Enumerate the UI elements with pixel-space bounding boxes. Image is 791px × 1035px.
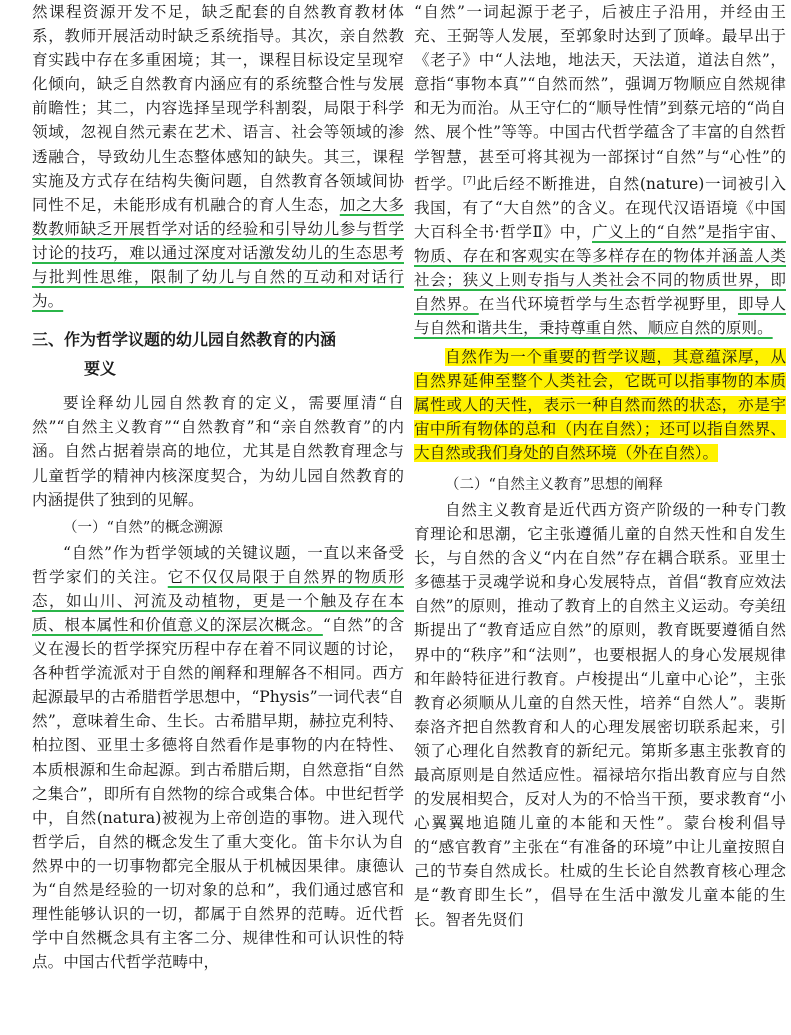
subsection-heading-2: （二）“自然主义教育”思想的阐释 [445, 476, 663, 493]
paragraph-text: 然课程资源开发不足，缺乏配套的自然教育教材体系，教师开展活动时缺乏系统指导。其次，亲自然教育实践中存在多重困境；其一，课程目标设定呈现窄化倾向，缺乏自然教育内涵应有的系统整合性与发展前瞻性；其二，内容选择呈现学科割裂，局限于科学领域，忽视自然元素在艺术、语言、社会等领域的渗透融合，导致幼儿生态整体感知的缺失。其三，课程实施及方式存在结构失衡问题，自然教育各领域间协同性不足，未能形成有机融合的育人生态， [32, 3, 404, 214]
section-heading-line2: 要义 [84, 359, 117, 379]
footnote-mark: [7] [463, 175, 476, 186]
paragraph-text: 在当代环境哲学与生态哲学视野里， [478, 295, 738, 314]
paragraph-text: “自然”作为哲学领域的关键议题，一直以来备受哲学家们的关注。 [32, 543, 404, 586]
left-column [32, 0, 404, 974]
underlined-text: 加之大多数教师缺乏开展哲学对话的经验和引导幼儿参与哲学讨论的技巧，难以通过深度对话激发幼儿的生态思考与批判性思维，限制了幼儿与自然的互动和对话行为。 [32, 195, 404, 311]
right-column [414, 0, 786, 932]
paragraph-text: “自然”的含义在漫长的哲学探究历程中存在着不同议题的讨论，各种哲学流派对于自然的阐释和理解各不相同。西方起源最早的古希腊哲学思想中，“Physis”一词代表“自然”，意味着生命、生长。古希腊早期，赫拉克利特、柏拉图、亚里士多德将自然看作是事物的内在特性、本质根源和生命起源。到古希腊后期，自然意指“自然之集合”，即所有自然物的综合或集合体。中世纪哲学中，自然(natura)被视为上帝创造的事物。进入现代哲学后，自然的概念发生了重大变化。笛卡尔认为自然界中的一切事物都完全服从于机械因果律。康德认为“自然是经验的一切对象的总和”，我们通过感官和理性能够认识的一切，都属于自然界的范畴。近代哲学中自然概念具有主客二分、规律性和可认识性的特点。中国古代哲学范畴中， [32, 615, 404, 972]
underlined-text: 广义上的“自然”是指宇宙、物质、存在和客观实在等多样存在的物体并涵盖人类社会；狭义上则专指与人类社会不同的物质世界，即自然界。 [414, 223, 786, 314]
highlighted-text: 自然作为一个重要的哲学议题，其意蕴深厚，从自然界延伸至整个人类社会，它既可以指事物的本质属性或人的天性，表示一种自然而然的状态，亦是宇宙中所有物体的总和（内在自然）；还可以指自然界、大自然或我们身处的自然环境（外在自然）。 [414, 347, 786, 462]
paragraph-right-1 [414, 0, 786, 341]
paragraph-left-1 [32, 0, 404, 313]
subsection-heading-1: （一）“自然”的概念溯源 [63, 519, 223, 536]
section-heading [32, 325, 404, 383]
underlined-text: 即导人与自然和谐共生，秉持尊重自然、顺应自然的原则。 [414, 295, 786, 338]
paragraph-right-2 [414, 345, 786, 465]
underlined-text: 它不仅仅局限于自然界的物质形态，如山川、河流及动植物，更是一个触及存在本质、根本属性和价值意义的深层次概念。 [32, 567, 404, 634]
paragraph-text: “自然”一词起源于老子，后被庄子沿用，并经由王充、王弼等人发展，至郭象时达到了顶峰。最早出于《老子》中“人法地，地法天，天法道，道法自然”，意指“事物本真”“自然而然”，强调万物顺应自然规律和无为而治。从王守仁的“顺导性情”到蔡元培的“尚自然、展个性”等等。中国古代哲学蕴含了丰富的自然哲学智慧，甚至可将其视为一部探讨“自然”与“心性”的哲学。 [414, 3, 786, 193]
paragraph-text: 此后经不断推进，自然(nature)一词被引入我国，有了“大自然”的含义。在现代汉语语境《中国大百科全书·哲学Ⅱ》中， [414, 174, 786, 242]
paragraph-right-3: 自然主义教育是近代西方资产阶级的一种专门教育理论和思潮，它主张遵循儿童的自然天性和自发生长，与自然的含义“内在自然”存在耦合联系。亚里士多德基于灵魂学说和身心发展特点，首倡“教育应效法自然”的原则，推动了教育上的自然主义运动。夸美纽斯提出了“教育适应自然”的原则，教育既要遵循自然界中的“秩序”和“法则”，也要根据人的身心发展规律和年龄特征进行教育。卢梭提出“儿童中心论”，主张教育必须顺从儿童的自然天性，培养“自然人”。裴斯泰洛齐把自然教育和人的心理发展密切联系起来，引领了心理化自然教育的新纪元。第斯多惠主张教育的最高原则是自然适应性。福禄培尔指出教育应与自然的发展相契合，反对人为的不恰当干预，要求教育“小心翼翼地追随儿童的本能和天性”。蒙台梭利倡导的“感官教育”主张在“有准备的环境”中让儿童按照自己的节奏自然成长。杜威的生长论自然教育核心理念是“教育即生长”，倡导在生活中激发儿童本能的生长。智者先贤们 [414, 500, 786, 929]
section-heading-line1: 三、作为哲学议题的幼儿园自然教育的内涵 [32, 330, 337, 350]
paragraph-left-2: 要诠释幼儿园自然教育的定义，需要厘清“自然”“自然主义教育”“自然教育”和“亲自然教育”的内涵。自然占据着崇高的地位，尤其是自然教育理念与儿童哲学的精神内核深度契合，为幼儿园自然教育的内涵提供了独到的见解。 [32, 394, 404, 509]
paragraph-left-3 [32, 541, 404, 975]
